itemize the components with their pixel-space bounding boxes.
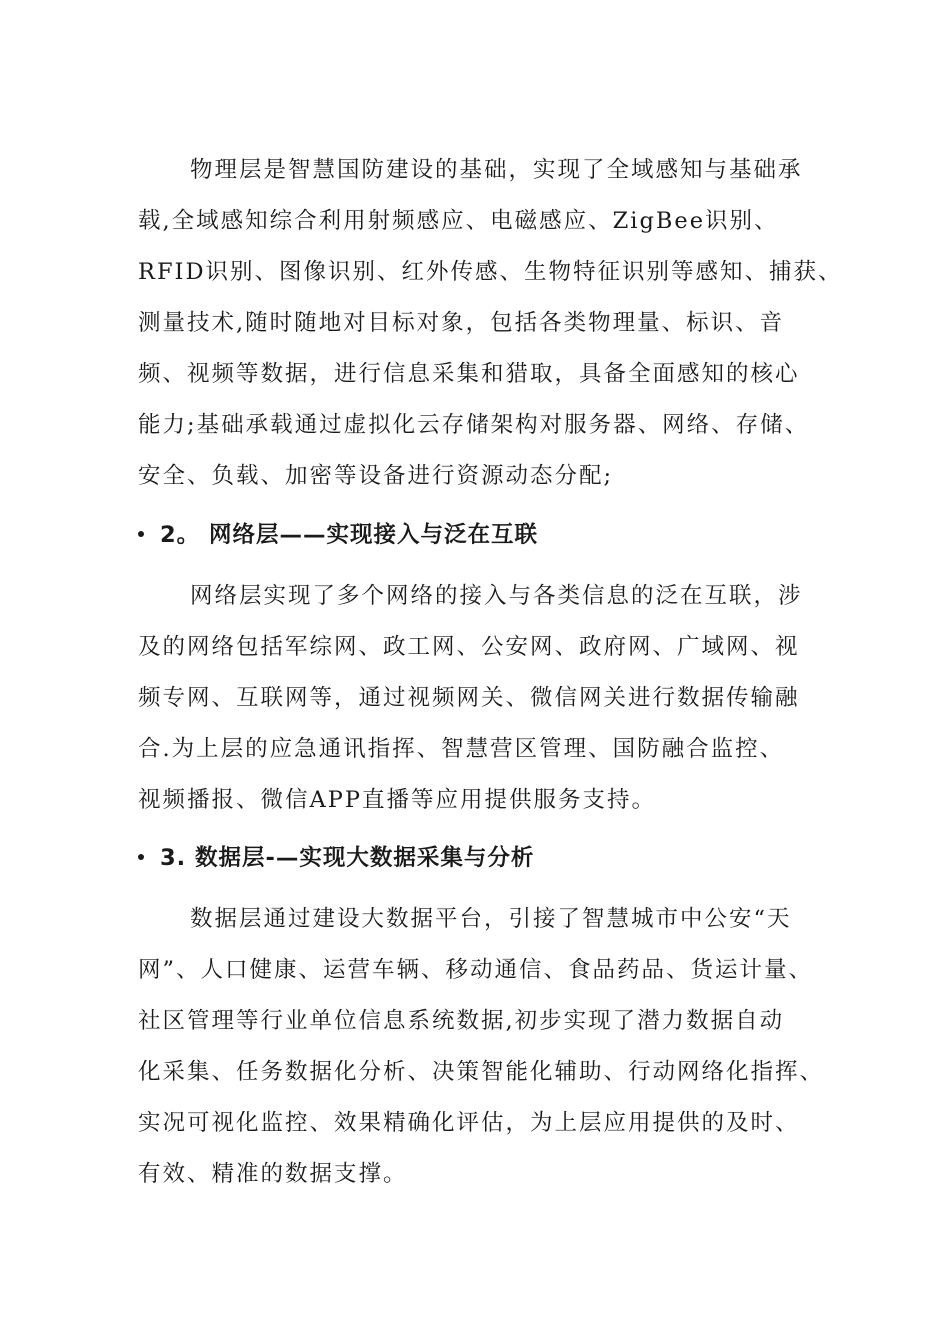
heading-text: 3. 数据层-—实现大数据采集与分析 [160,845,535,871]
paragraph-line: 载,全域感知综合利用射频感应、电磁感应、ZigBee识别、 [138,208,779,234]
paragraph-line: 网络层实现了多个网络的接入与各类信息的泛在互联，涉 [190,583,803,609]
paragraph-line: 及的网络包括军综网、政工网、公安网、政府网、广域网、视 [138,634,800,660]
bullet-icon [138,531,144,537]
bullet-icon [138,854,144,860]
paragraph-line: 有效、精准的数据支撑。 [138,1161,408,1187]
paragraph-line: 网”、人口健康、运营车辆、移动通信、食品药品、货运计量、 [138,957,814,983]
paragraph-line: 实况可视化监控、效果精确化评估，为上层应用提供的及时、 [138,1110,800,1136]
paragraph-line: 数据层通过建设大数据平台，引接了智慧城市中公安“天 [190,906,792,932]
section-heading-data-layer [138,838,534,878]
paragraph-line: 频专网、互联网等，通过视频网关、微信网关进行数据传输融 [138,685,800,711]
paragraph-line: 物理层是智慧国防建设的基础，实现了全域感知与基础承 [190,157,803,183]
section-heading-network-layer [138,515,538,555]
paragraph-line: 社区管理等行业单位信息系统数据,初步实现了潜力数据自动 [138,1008,785,1034]
paragraph-physical-layer [138,145,858,502]
paragraph-line: 频、视频等数据，进行信息采集和猎取，具备全面感知的核心 [138,361,800,387]
paragraph-network-layer [138,571,858,826]
paragraph-line: RFID识别、图像识别、红外传感、生物特征识别等感知、捕获、 [138,259,843,285]
paragraph-line: 能力;基础承载通过虚拟化云存储架构对服务器、网络、存储、 [138,412,810,438]
heading-text: 2。 网络层——实现接入与泛在互联 [160,522,538,548]
paragraph-line: 安全、负载、加密等设备进行资源动态分配; [138,463,614,489]
paragraph-line: 测量技术,随时随地对目标对象，包括各类物理量、标识、音 [138,310,785,336]
paragraph-line: 化采集、任务数据化分析、决策智能化辅助、行动网络化指挥、 [138,1059,825,1085]
paragraph-line: 合.为上层的应急通讯指挥、智慧营区管理、国防融合监控、 [138,736,785,762]
paragraph-data-layer [138,894,858,1200]
paragraph-line: 视频播报、微信APP直播等应用提供服务支持。 [138,787,657,813]
